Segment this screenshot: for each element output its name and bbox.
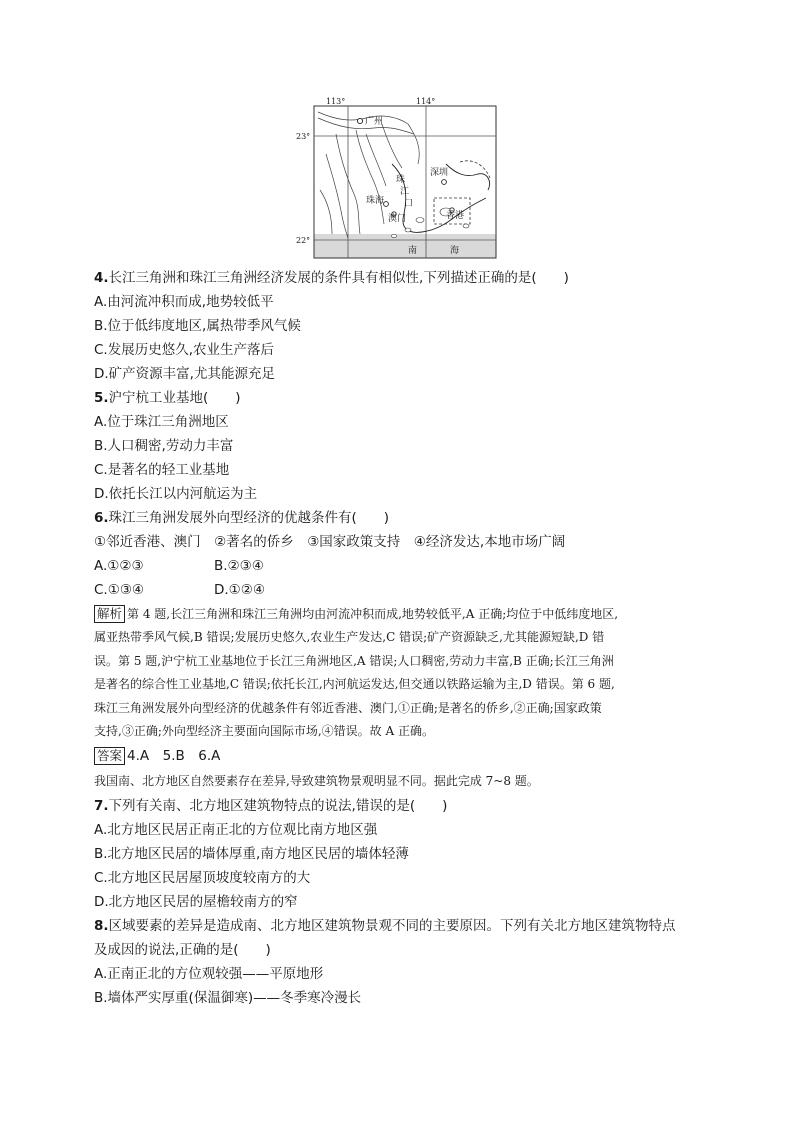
explanation-tag: 解析 (94, 605, 125, 623)
pearl-river-delta-map (296, 94, 502, 262)
lon-right-label: 114° (416, 97, 436, 106)
q6-option-b: B.②③④ (214, 558, 264, 574)
q7-stem: 7.下列有关南、北方地区建筑物特点的说法,错误的是( ) (94, 798, 448, 814)
q4-option-a: A.由河流冲积而成,地势较低平 (94, 294, 274, 310)
q8-option-b: B.墙体严实厚重(保温御寒)——冬季寒冷漫长 (94, 990, 362, 1006)
estuary-label-2: 江 (400, 187, 410, 197)
q8-option-a: A.正南正北的方位观较强——平原地形 (94, 966, 324, 982)
q6-option-a: A.①②③ (94, 558, 144, 574)
q6-option-d: D.①②④ (214, 582, 265, 598)
explanation-block (94, 603, 700, 743)
q6-stem: 6.珠江三角洲发展外向型经济的优越条件有( ) (94, 510, 390, 526)
sea-area (314, 234, 496, 258)
hongkong-label: 香港 (446, 211, 465, 221)
q6-conditions: ①邻近香港、澳门 ②著名的侨乡 ③国家政策支持 ④经济发达,本地市场广阔 (94, 534, 566, 550)
q4-option-d: D.矿产资源丰富,尤其能源充足 (94, 366, 275, 382)
q8-stem: 8.区域要素的差异是造成南、北方地区建筑物景观不同的主要原因。下列有关北方地区建筑物特点 (94, 918, 676, 934)
estuary-label-1: 珠 (396, 175, 406, 185)
lat-bottom-label: 22° (296, 236, 311, 245)
q8-stem-continued: 及成因的说法,正确的是( ) (94, 942, 271, 958)
guangzhou-marker (357, 118, 362, 123)
explanation-line: 珠江三角洲发展外向型经济的优越条件有邻近香港、澳门,①正确;是著名的侨乡,②正确;国家政策 (94, 700, 602, 715)
guangzhou-label: 广州 (365, 117, 384, 127)
zhuhai-label: 珠海 (366, 196, 385, 206)
q7-option-a: A.北方地区民居正南正北的方位观比南方地区强 (94, 822, 378, 838)
q6-options-row1 (94, 556, 264, 576)
sea-label-2: 海 (450, 246, 460, 256)
shenzhen-marker (442, 180, 447, 185)
q6-option-c: C.①③④ (94, 582, 145, 598)
estuary-label-3: 口 (404, 199, 414, 209)
answer-text: 4.A 5.B 6.A (127, 748, 221, 764)
q6-options-row2 (94, 580, 265, 600)
q5-option-b: B.人口稠密,劳动力丰富 (94, 438, 234, 454)
q5-stem: 5.沪宁杭工业基地( ) (94, 390, 241, 406)
macau-label: 澳门 (388, 214, 407, 224)
q7-option-c: C.北方地区民居屋顶坡度较南方的大 (94, 870, 311, 886)
q7-8-intro: 我国南、北方地区自然要素存在差异,导致建筑物景观明显不同。据此完成 7~8 题。 (94, 774, 539, 788)
q5-option-a: A.位于珠江三角洲地区 (94, 414, 229, 430)
lat-top-label: 23° (296, 132, 311, 141)
zhuhai-marker (384, 202, 389, 207)
q4-option-c: C.发展历史悠久,农业生产落后 (94, 342, 275, 358)
answer-line (94, 746, 220, 766)
q4-stem: 4.长江三角洲和珠江三角洲经济发展的条件具有相似性,下列描述正确的是( ) (94, 270, 569, 286)
answer-tag: 答案 (94, 747, 125, 765)
explanation-line: 解析 第 4 题,长江三角洲和珠江三角洲均由河流冲积而成,地势较低平,A 正确;均位于中低纬度地区, (94, 603, 700, 626)
shenzhen-label: 深圳 (430, 168, 449, 178)
explanation-line: 误。第 5 题,沪宁杭工业基地位于长江三角洲地区,A 错误;人口稠密,劳动力丰富,B 正确;长江三角洲 (94, 653, 614, 668)
explanation-line: 是著名的综合性工业基地,C 错误;依托长江,内河航运发达,但交通以铁路运输为主,D 错误。第 6 题, (94, 677, 615, 692)
q5-option-d: D.依托长江以内河航运为主 (94, 486, 258, 502)
explanation-line: 支持,③正确;外向型经济主要面向国际市场,④错误。故 A 正确。 (94, 724, 434, 739)
q7-option-d: D.北方地区民居的屋檐较南方的窄 (94, 894, 298, 910)
q7-option-b: B.北方地区民居的墙体厚重,南方地区民居的墙体轻薄 (94, 846, 409, 862)
lon-left-label: 113° (326, 97, 346, 106)
q5-option-c: C.是著名的轻工业基地 (94, 462, 230, 478)
explanation-line: 属亚热带季风气候,B 错误;发展历史悠久,农业生产发达,C 错误;矿产资源缺乏,尤其能源短缺,D 错 (94, 630, 605, 645)
q4-option-b: B.位于低纬度地区,属热带季风气候 (94, 318, 301, 334)
sea-label-1: 南 (408, 246, 418, 256)
